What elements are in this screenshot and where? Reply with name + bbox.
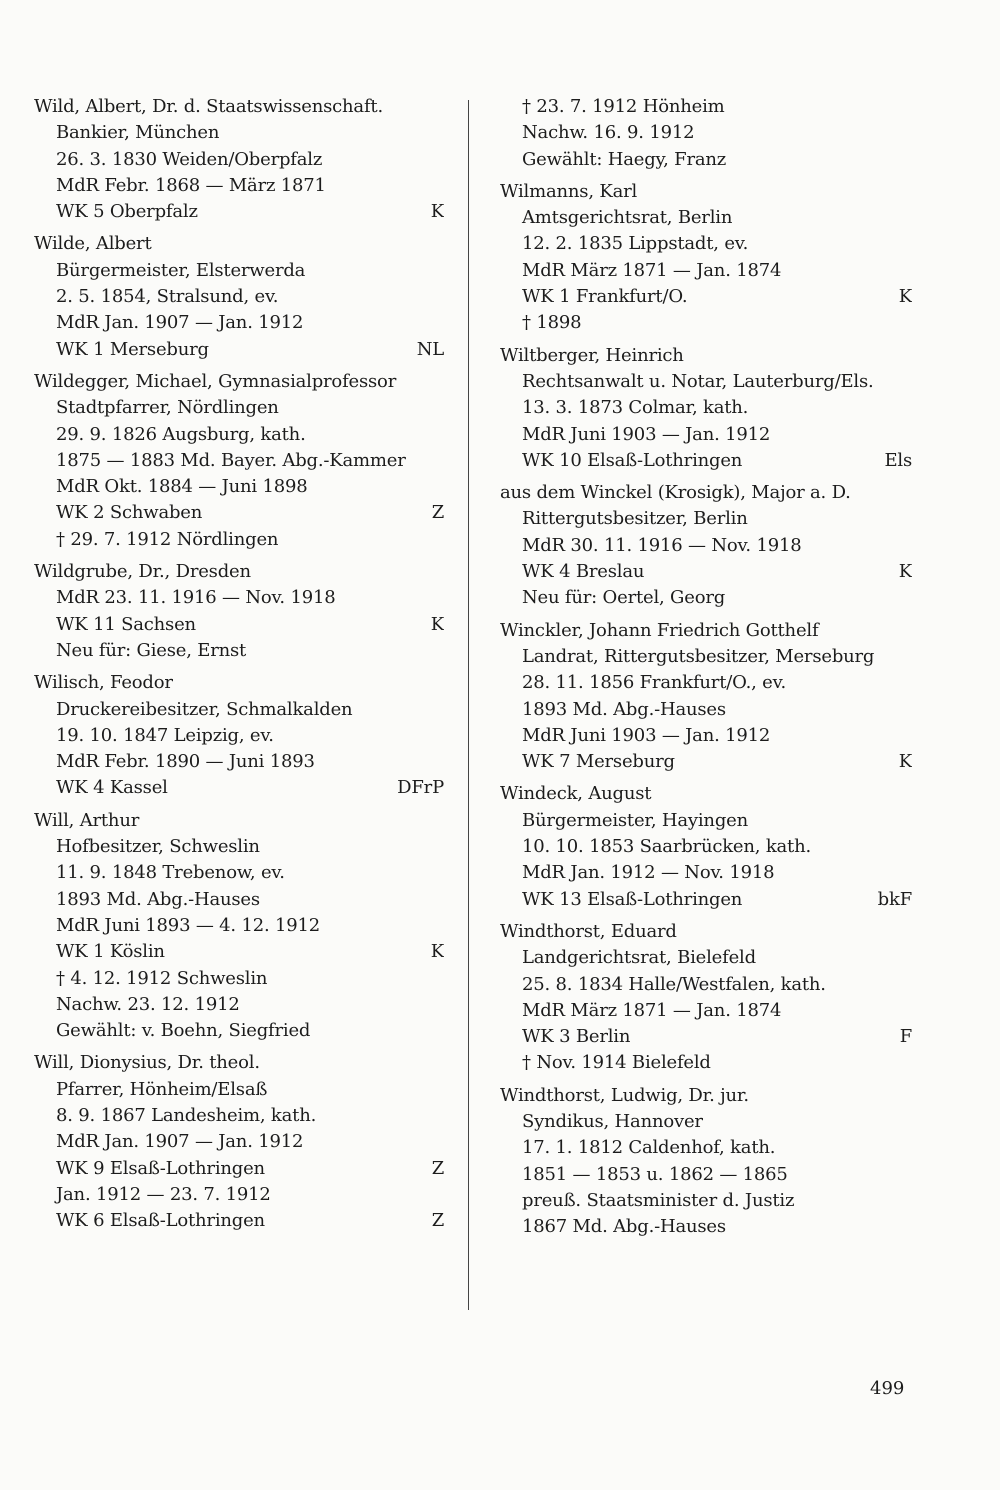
entry-text: † Nov. 1914 Bielefeld: [522, 1052, 711, 1074]
entry-name: [34, 808, 444, 834]
entry-text: Druckereibesitzer, Schmalkalden: [56, 698, 353, 720]
party-tag: DFrP: [397, 777, 444, 799]
entry-text: Bürgermeister, Elsterwerda: [56, 259, 306, 281]
entry-text: MdR 23. 11. 1916 — Nov. 1918: [56, 587, 336, 609]
biography-entry: [500, 919, 912, 1077]
party-tag: K: [430, 941, 444, 963]
entry-text: MdR Febr. 1890 — Juni 1893: [56, 751, 315, 773]
entry-line: [34, 860, 444, 886]
entry-text: Landrat, Rittergutsbesitzer, Merseburg: [522, 645, 875, 667]
entry-text: MdR 30. 11. 1916 — Nov. 1918: [522, 534, 802, 556]
entry-text: 19. 10. 1847 Leipzig, ev.: [56, 724, 274, 746]
entry-line: [34, 310, 444, 336]
entry-text: WK 13 Elsaß-Lothringen: [522, 888, 743, 910]
biography-entry: [500, 781, 912, 912]
party-tag: bkF: [877, 888, 912, 910]
entry-text: Rittergutsbesitzer, Berlin: [522, 508, 748, 530]
entry-line: [500, 998, 912, 1024]
column-divider: [468, 100, 469, 1310]
biography-entry: [500, 480, 912, 611]
entry-text: Gewählt: v. Boehn, Siegfried: [56, 1020, 311, 1042]
entry-text: MdR Okt. 1884 — Juni 1898: [56, 476, 308, 498]
entry-text: 1875 — 1883 Md. Bayer. Abg.-Kammer: [56, 449, 406, 471]
party-tag: Els: [884, 449, 912, 471]
entry-name: [34, 369, 444, 395]
right-column: [500, 94, 912, 1246]
entry-text: Wildgrube, Dr., Dresden: [34, 561, 251, 583]
entry-line: [500, 585, 912, 611]
entry-line: [34, 199, 444, 225]
entry-name: [500, 1083, 912, 1109]
entry-text: Bürgermeister, Hayingen: [522, 809, 748, 831]
entry-text: Wiltberger, Heinrich: [500, 344, 684, 366]
entry-text: MdR Jan. 1907 — Jan. 1912: [56, 312, 304, 334]
biography-entry: [34, 808, 444, 1045]
entry-text: MdR März 1871 — Jan. 1874: [522, 999, 782, 1021]
entry-line: [34, 147, 444, 173]
entry-line: [500, 258, 912, 284]
entry-text: † 23. 7. 1912 Hönheim: [522, 96, 725, 117]
entry-text: Will, Dionysius, Dr. theol.: [34, 1052, 260, 1074]
party-tag: F: [899, 1026, 912, 1048]
biography-entry: [500, 94, 912, 173]
entry-text: Wilmanns, Karl: [500, 180, 638, 202]
entry-line: [34, 173, 444, 199]
entry-line: [500, 231, 912, 257]
entry-text: 10. 10. 1853 Saarbrücken, kath.: [522, 836, 812, 858]
entry-text: 12. 2. 1835 Lippstadt, ev.: [522, 233, 749, 255]
entry-line: [500, 120, 912, 146]
entry-line: [34, 474, 444, 500]
entry-text: Nachw. 16. 9. 1912: [522, 122, 695, 144]
entry-line: [500, 422, 912, 448]
party-tag: NL: [416, 338, 444, 360]
entry-text: Hofbesitzer, Schweslin: [56, 836, 260, 858]
entry-text: Winckler, Johann Friedrich Gotthelf: [500, 619, 819, 641]
entry-line: [500, 533, 912, 559]
entry-text: MdR Juni 1893 — 4. 12. 1912: [56, 914, 321, 936]
entry-line: [34, 775, 444, 801]
entry-line: [34, 697, 444, 723]
party-tag: K: [430, 613, 444, 635]
entry-text: preuß. Staatsminister d. Justiz: [522, 1189, 795, 1211]
entry-text: Will, Arthur: [34, 809, 140, 831]
entry-text: WK 9 Elsaß-Lothringen: [56, 1157, 265, 1179]
entry-line: [34, 258, 444, 284]
entry-text: WK 1 Frankfurt/O.: [522, 286, 688, 308]
entry-name: [34, 231, 444, 257]
entry-text: Landgerichtsrat, Bielefeld: [522, 947, 756, 969]
entry-name: [500, 919, 912, 945]
entry-line: [500, 395, 912, 421]
entry-text: Wildegger, Michael, Gymnasialprofessor: [34, 370, 397, 392]
entry-line: [34, 1077, 444, 1103]
entry-line: [34, 500, 444, 526]
entry-line: [500, 559, 912, 585]
entry-name: [34, 670, 444, 696]
entry-text: WK 5 Oberpfalz: [56, 201, 198, 223]
entry-text: MdR Juni 1903 — Jan. 1912: [522, 423, 771, 445]
entry-text: Windthorst, Eduard: [500, 920, 677, 942]
entry-name: [34, 94, 444, 120]
entry-line: [34, 749, 444, 775]
entry-name: [500, 343, 912, 369]
entry-text: Rechtsanwalt u. Notar, Lauterburg/Els.: [522, 370, 874, 392]
entry-text: 2. 5. 1854, Stralsund, ev.: [56, 286, 279, 308]
entry-line: [34, 612, 444, 638]
entry-text: MdR März 1871 — Jan. 1874: [522, 259, 782, 281]
entry-line: [34, 723, 444, 749]
entry-line: [500, 749, 912, 775]
entry-line: [34, 1182, 444, 1208]
entry-text: WK 2 Schwaben: [56, 502, 203, 524]
entry-text: MdR Jan. 1907 — Jan. 1912: [56, 1131, 304, 1153]
entry-line: [34, 395, 444, 421]
entry-text: Windeck, August: [500, 783, 652, 805]
entry-text: 1893 Md. Abg.-Hauses: [522, 698, 726, 720]
biography-entry: [34, 231, 444, 362]
entry-line: [500, 1214, 912, 1240]
entry-text: † 29. 7. 1912 Nördlingen: [56, 528, 279, 550]
entry-line: [500, 448, 912, 474]
entry-name: [500, 480, 912, 506]
entry-text: 13. 3. 1873 Colmar, kath.: [522, 397, 749, 419]
entry-line: [500, 723, 912, 749]
entry-line: [500, 284, 912, 310]
entry-text: 29. 9. 1826 Augsburg, kath.: [56, 423, 306, 445]
entry-text: Bankier, München: [56, 122, 220, 144]
entry-text: † 4. 12. 1912 Schweslin: [56, 967, 268, 989]
entry-text: 1851 — 1853 u. 1862 — 1865: [522, 1163, 788, 1185]
entry-text: 11. 9. 1848 Trebenow, ev.: [56, 862, 285, 884]
party-tag: Z: [431, 1157, 444, 1179]
entry-line: [500, 1135, 912, 1161]
entry-line: [34, 1208, 444, 1234]
entry-line: [34, 422, 444, 448]
biography-entry: [500, 1083, 912, 1241]
entry-line: [500, 506, 912, 532]
entry-text: WK 4 Kassel: [56, 777, 168, 799]
entry-text: MdR Jan. 1912 — Nov. 1918: [522, 862, 775, 884]
entry-text: 25. 8. 1834 Halle/Westfalen, kath.: [522, 973, 826, 995]
biography-entry: [34, 1050, 444, 1234]
entry-line: [500, 1109, 912, 1135]
biography-entry: [500, 179, 912, 337]
entry-line: [500, 205, 912, 231]
entry-text: 8. 9. 1867 Landesheim, kath.: [56, 1104, 317, 1126]
entry-text: WK 10 Elsaß-Lothringen: [522, 449, 743, 471]
entry-line: [34, 887, 444, 913]
entry-line: [34, 527, 444, 553]
entry-text: Neu für: Giese, Ernst: [56, 639, 247, 661]
biography-entry: [34, 559, 444, 664]
party-tag: K: [430, 201, 444, 223]
entry-text: Wild, Albert, Dr. d. Staatswissenschaft.: [34, 96, 383, 117]
entry-line: [500, 1188, 912, 1214]
entry-line: [500, 1162, 912, 1188]
entry-line: [500, 670, 912, 696]
entry-line: [500, 972, 912, 998]
entry-line: [34, 1129, 444, 1155]
entry-name: [500, 781, 912, 807]
entry-text: Windthorst, Ludwig, Dr. jur.: [500, 1084, 749, 1106]
entry-text: Wilisch, Feodor: [34, 672, 173, 694]
entry-line: [500, 860, 912, 886]
entry-text: Amtsgerichtsrat, Berlin: [522, 207, 733, 229]
entry-text: † 1898: [522, 312, 582, 334]
entry-line: [500, 945, 912, 971]
entry-text: MdR Juni 1903 — Jan. 1912: [522, 724, 771, 746]
party-tag: Z: [431, 1210, 444, 1232]
entry-line: [34, 966, 444, 992]
entry-line: [34, 1103, 444, 1129]
entry-line: [500, 369, 912, 395]
entry-text: Stadtpfarrer, Nördlingen: [56, 397, 279, 419]
entry-line: [500, 147, 912, 173]
biography-entry: [34, 369, 444, 553]
entry-line: [34, 1156, 444, 1182]
entry-text: 26. 3. 1830 Weiden/Oberpfalz: [56, 148, 323, 170]
entry-text: WK 4 Breslau: [522, 561, 645, 583]
entry-text: Nachw. 23. 12. 1912: [56, 993, 240, 1015]
party-tag: K: [898, 751, 912, 773]
biography-entry: [34, 670, 444, 801]
entry-line: [34, 337, 444, 363]
party-tag: K: [898, 286, 912, 308]
entry-name: [34, 559, 444, 585]
biography-entry: [34, 94, 444, 225]
entry-line: [34, 992, 444, 1018]
party-tag: Z: [431, 502, 444, 524]
entry-line: [34, 448, 444, 474]
entry-text: 17. 1. 1812 Caldenhof, kath.: [522, 1137, 776, 1159]
biography-entry: [500, 343, 912, 474]
entry-line: [500, 887, 912, 913]
entry-text: 1867 Md. Abg.-Hauses: [522, 1216, 726, 1238]
biography-entry: [500, 618, 912, 776]
entry-text: 28. 11. 1856 Frankfurt/O., ev.: [522, 672, 786, 694]
entry-line: [500, 644, 912, 670]
entry-text: Gewählt: Haegy, Franz: [522, 148, 727, 170]
entry-line: [34, 1018, 444, 1044]
entry-text: Syndikus, Hannover: [522, 1110, 703, 1132]
entry-text: Wilde, Albert: [34, 233, 152, 255]
entry-text: aus dem Winckel (Krosigk), Major a. D.: [500, 482, 851, 504]
entry-line: [34, 834, 444, 860]
entry-text: WK 1 Köslin: [56, 941, 165, 963]
entry-name: [500, 179, 912, 205]
entry-line: [34, 284, 444, 310]
entry-text: Neu für: Oertel, Georg: [522, 587, 726, 609]
entry-line: [500, 1024, 912, 1050]
entry-line: [34, 638, 444, 664]
entry-text: MdR Febr. 1868 — März 1871: [56, 174, 326, 196]
entry-line: [500, 808, 912, 834]
entry-text: 1893 Md. Abg.-Hauses: [56, 888, 260, 910]
party-tag: K: [898, 561, 912, 583]
entry-text: WK 3 Berlin: [522, 1026, 631, 1048]
entry-text: Pfarrer, Hönheim/Elsaß: [56, 1078, 268, 1100]
entry-text: WK 1 Merseburg: [56, 338, 209, 360]
entry-text: WK 7 Merseburg: [522, 751, 675, 773]
entry-line: [500, 834, 912, 860]
entry-text: Jan. 1912 — 23. 7. 1912: [56, 1183, 271, 1205]
entry-text: WK 11 Sachsen: [56, 613, 196, 635]
entry-line: [500, 1050, 912, 1076]
entry-text: WK 6 Elsaß-Lothringen: [56, 1210, 265, 1232]
entry-line: [500, 310, 912, 336]
entry-line: [500, 697, 912, 723]
entry-line: [500, 94, 912, 120]
entry-line: [34, 120, 444, 146]
left-column: [34, 94, 444, 1240]
entry-name: [500, 618, 912, 644]
entry-line: [34, 585, 444, 611]
entry-line: [34, 939, 444, 965]
entry-name: [34, 1050, 444, 1076]
entry-line: [34, 913, 444, 939]
page-number: 499: [870, 1378, 905, 1399]
